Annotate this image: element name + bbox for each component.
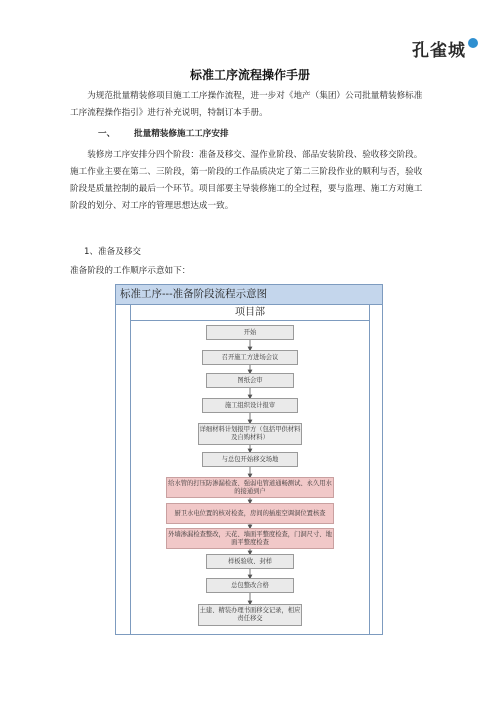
company-logo — [412, 36, 478, 61]
flow-step: 总包整改合格 — [206, 578, 294, 593]
flow-step: 召开施工方进场会议 — [202, 350, 298, 365]
flow-step: 施工组织设计报审 — [202, 398, 298, 413]
section-heading — [98, 127, 229, 139]
flow-step: 图纸会审 — [206, 373, 294, 388]
section-paragraph: 装修房工序安排分四个阶段：准备及移交、湿作业阶段、部品安装阶段、验收移交阶段。施工作业主要在第二、三阶段，第一阶段的工作品质决定了第二三阶段作业的顺利与否，验收阶段是质量控制的最后一个环节。项目部要主导装修施工的全过程，要与监理、施工方对施工阶段的划分、对工序的管理思想达成一致。 — [70, 150, 423, 211]
swimlane-project-dept — [130, 305, 370, 635]
flow-step: 与总包开始移交场地 — [202, 452, 298, 467]
section-title: 批量精装修施工工序安排 — [134, 129, 229, 139]
flow-diagram — [115, 284, 383, 635]
document-title: 标准工序流程操作手册 — [189, 68, 310, 82]
flow-step: 给水管的打压防渗漏检查、强弱电管道通畅测试、永久用水的接通到户 — [166, 477, 334, 498]
diagram-intro: 准备阶段的工作顺序示意如下： — [70, 266, 191, 276]
diagram-title: 标准工序---准备阶段流程示意图 — [116, 285, 382, 305]
swimlane-label: 项目部 — [131, 305, 369, 321]
section-number: 一、 — [98, 129, 116, 139]
flow-step: 土建、精装办理书面移交记录，相应责任移交 — [198, 604, 302, 626]
peacock-icon — [468, 38, 478, 48]
flow-step: 开始 — [206, 325, 294, 340]
flow-step: 外墙渗漏检查整改，天花、墙面平整度检查，门洞尺寸、地面平整度检查 — [166, 528, 334, 549]
subsection-heading: 1、准备及移交 — [84, 247, 142, 257]
logo-text: 孔雀城 — [412, 41, 466, 61]
flow-step: 厨卫水电位置的核对检查，房间的插座空调洞位置核查 — [166, 503, 334, 524]
intro-paragraph: 为规范批量精装修项目施工工序操作流程，进一步对《地产（集团）公司批量精装修标准工序流程操作指引》进行补充说明，特制订本手册。 — [70, 91, 423, 118]
flow-step: 详细材料计划报甲方（包括甲供材料及自购材料） — [198, 423, 302, 445]
flow-step: 样板验收、封样 — [206, 554, 294, 569]
